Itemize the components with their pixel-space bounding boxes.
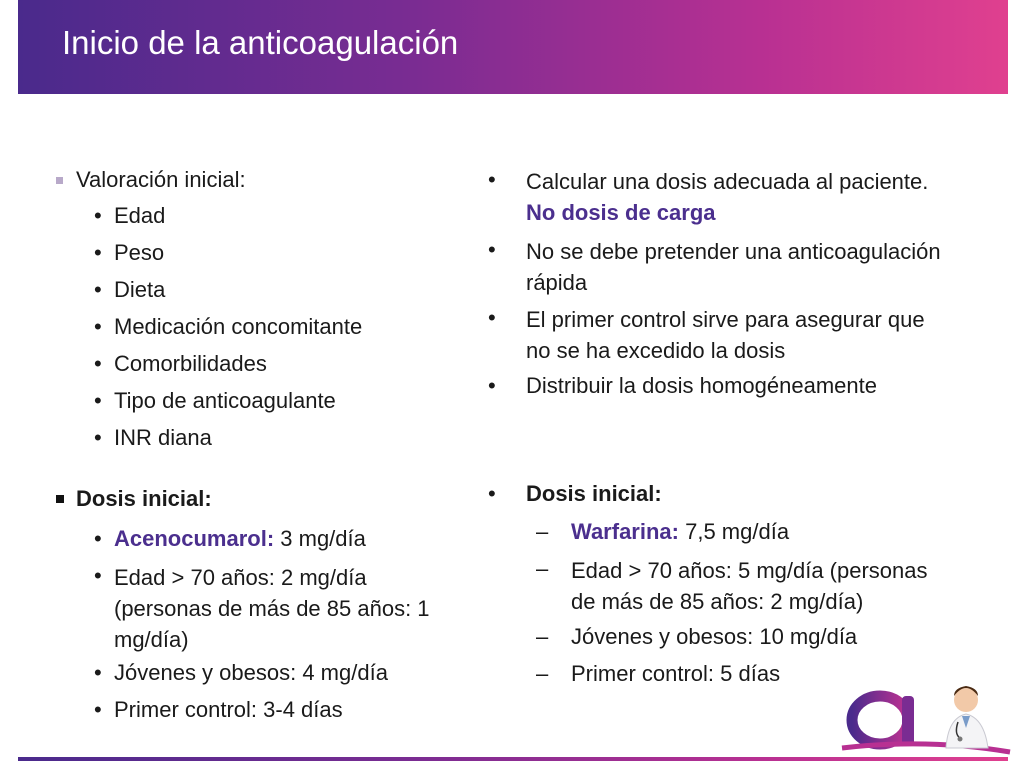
brand-logo-doctor-icon bbox=[838, 676, 1016, 756]
header-banner bbox=[18, 0, 1008, 94]
section-heading-dosis: Dosis inicial: bbox=[56, 485, 486, 521]
list-item: • Primer control: 3-4 días bbox=[94, 697, 343, 722]
square-bullet-icon bbox=[56, 177, 63, 184]
list-item: • Distribuir la dosis homogéneamente bbox=[488, 373, 877, 398]
section-heading-dosis-right: • Dosis inicial: bbox=[488, 481, 662, 506]
list-item: • Jóvenes y obesos: 4 mg/día bbox=[94, 660, 388, 685]
list-item: • Comorbilidades bbox=[94, 351, 267, 376]
list-item: • Dieta bbox=[94, 277, 166, 302]
list-item: • Edad > 70 años: 2 mg/día (personas de más de 85 años: 1 mg/día) bbox=[94, 563, 430, 652]
list-item: • Tipo de anticoagulante bbox=[94, 388, 336, 413]
list-item: • INR diana bbox=[94, 425, 212, 450]
section-heading-valoracion: Valoración inicial: bbox=[56, 166, 486, 196]
left-column bbox=[56, 166, 486, 729]
list-item: • Peso bbox=[94, 240, 165, 265]
square-bullet-icon bbox=[56, 495, 64, 503]
list-item: – Primer control: 5 días bbox=[536, 661, 781, 686]
list-item: – Warfarina: 7,5 mg/día bbox=[536, 519, 790, 544]
list-item: • El primer control sirve para asegurar que no se ha excedido la dosis bbox=[488, 305, 925, 363]
list-item: – Edad > 70 años: 5 mg/día (personas de más de 85 años: 2 mg/día) bbox=[536, 556, 928, 614]
page-title: Inicio de la anticoagulación bbox=[62, 24, 459, 61]
list-item: • Acenocumarol: 3 mg/día bbox=[94, 526, 366, 551]
list-item: • No se debe pretender una anticoagulación rápida bbox=[488, 237, 941, 295]
list-item: • Medicación concomitante bbox=[94, 314, 363, 339]
valoracion-list bbox=[56, 196, 486, 455]
list-item: – Jóvenes y obesos: 10 mg/día bbox=[536, 624, 858, 649]
list-item: • Edad bbox=[94, 203, 166, 228]
list-item: • Calcular una dosis adecuada al paciente. No dosis de carga bbox=[488, 167, 929, 225]
right-column bbox=[486, 166, 1016, 695]
footer-bar bbox=[18, 757, 1008, 761]
